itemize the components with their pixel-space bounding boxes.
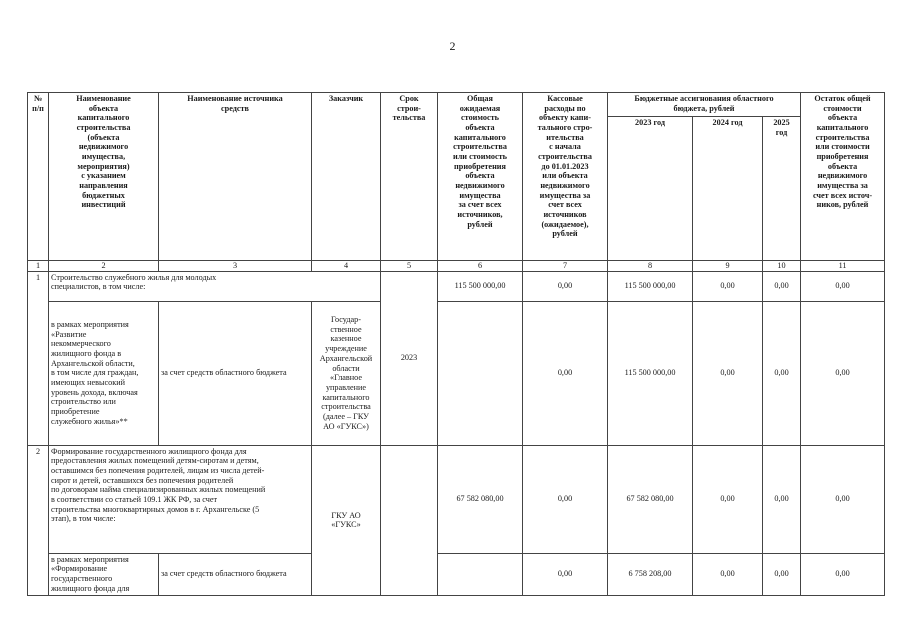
budget-2023-cell: 115 500 000,00: [608, 301, 693, 445]
col-number: 1: [28, 261, 49, 272]
row-title: Формирование государственного жилищного фонда для предоставления жилых помещений детям-сиротам и детям, оставшимся без попечения родителей, лицам из числа детей- сирот и детей, оставшихся без попечения родителей по договорам найма специализированных жилых помещений в соответствии со статьей 109.1 ЖК РФ, за счет строительства многоквартирных домов в г. Архангельске (5 этап), в том числе:: [49, 445, 312, 553]
row-title: Строительство служебного жилья для молодых специалистов, в том числе:: [49, 271, 381, 301]
table-row: [28, 445, 885, 553]
cash-cell: 0,00: [523, 301, 608, 445]
cash-cell: 0,00: [523, 445, 608, 553]
budget-2023-cell: 115 500 000,00: [608, 271, 693, 301]
col-number: 8: [608, 261, 693, 272]
budget-2025-cell: 0,00: [763, 301, 801, 445]
customer-cell: ГКУ АО «ГУКС»: [312, 445, 381, 595]
customer-cell: Государ- ственное казенное учреждение Архангельской области «Главное управление капитального строительства (далее – ГКУ АО «ГУКС»): [312, 301, 381, 445]
col-number: 6: [438, 261, 523, 272]
total-cost-cell: 67 582 080,00: [438, 445, 523, 553]
total-cost-cell: 115 500 000,00: [438, 271, 523, 301]
header-2023: 2023 год: [608, 117, 693, 261]
column-numbers-row: [28, 261, 885, 272]
col-number: 5: [381, 261, 438, 272]
remainder-cell: 0,00: [801, 271, 885, 301]
header-cash: Кассовые расходы по объекту капи- тального стро- ительства с начала строительства до 01.01.2023 или объекта недвижимого имущества за счет всех источников (ожидаемое), рублей: [523, 93, 608, 261]
source-cell: за счет средств областного бюджета: [159, 553, 312, 595]
header-no: № п/п: [28, 93, 49, 261]
page-number: 2: [449, 39, 456, 53]
header-object: Наименование объекта капитального строительства (объекта недвижимого имущества, мероприятия) с указанием направления бюджетных инвестиций: [49, 93, 159, 261]
budget-2024-cell: 0,00: [693, 271, 763, 301]
object-cell: в рамках мероприятия «Формирование государственного жилищного фонда для: [49, 553, 159, 595]
col-number: 11: [801, 261, 885, 272]
budget-table: [27, 92, 885, 596]
col-number: 2: [49, 261, 159, 272]
col-number: 7: [523, 261, 608, 272]
header-term: Срок строи- тельства: [381, 93, 438, 261]
table-row: [28, 301, 885, 445]
term-cell: 2023: [381, 271, 438, 445]
remainder-cell: 0,00: [801, 301, 885, 445]
cash-cell: 0,00: [523, 271, 608, 301]
col-number: 10: [763, 261, 801, 272]
header-customer: Заказчик: [312, 93, 381, 261]
budget-2024-cell: 0,00: [693, 553, 763, 595]
header-2025: 2025 год: [763, 117, 801, 261]
header-remainder: Остаток общей стоимости объекта капитального строительства или стоимости приобретения объекта недвижимого имущества за счет всех источ- ников, рублей: [801, 93, 885, 261]
header-2024: 2024 год: [693, 117, 763, 261]
object-cell: в рамках мероприятия «Развитие некоммерческого жилищного фонда в Архангельской области, в том числе для граждан, имеющих невысокий уровень дохода, включая строительство или приобретение служебного жилья»**: [49, 301, 159, 445]
budget-2025-cell: 0,00: [763, 553, 801, 595]
header-source: Наименование источника средств: [159, 93, 312, 261]
term-cell: [381, 445, 438, 595]
col-number: 9: [693, 261, 763, 272]
table-row: [28, 553, 885, 595]
col-number: 4: [312, 261, 381, 272]
header-total-cost: Общая ожидаемая стоимость объекта капитального строительства или стоимость приобретения объекта недвижимого имущества за счет всех источников, рублей: [438, 93, 523, 261]
source-cell: за счет средств областного бюджета: [159, 301, 312, 445]
budget-2023-cell: 67 582 080,00: [608, 445, 693, 553]
budget-2024-cell: 0,00: [693, 445, 763, 553]
total-cost-cell: [438, 553, 523, 595]
table-row: [28, 271, 885, 301]
total-cost-cell: [438, 301, 523, 445]
budget-2025-cell: 0,00: [763, 271, 801, 301]
remainder-cell: 0,00: [801, 445, 885, 553]
col-number: 3: [159, 261, 312, 272]
row-number: 2: [28, 445, 49, 595]
remainder-cell: 0,00: [801, 553, 885, 595]
header-budget: Бюджетные ассигнования областного бюджета, рублей: [608, 93, 801, 117]
budget-2024-cell: 0,00: [693, 301, 763, 445]
row-number: 1: [28, 271, 49, 445]
budget-2023-cell: 6 758 208,00: [608, 553, 693, 595]
cash-cell: 0,00: [523, 553, 608, 595]
budget-2025-cell: 0,00: [763, 445, 801, 553]
